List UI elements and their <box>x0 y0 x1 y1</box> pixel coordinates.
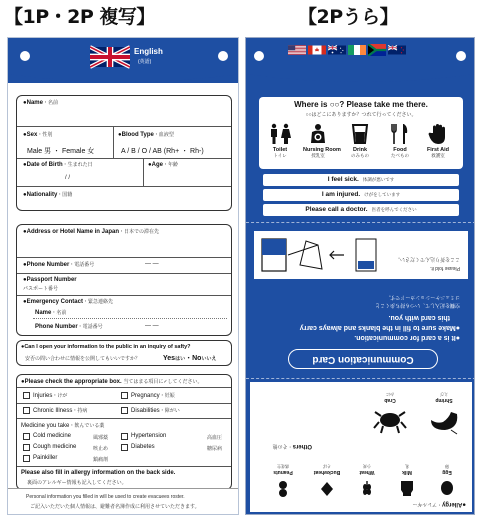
food-label: Food <box>393 147 407 153</box>
egg-icon <box>438 480 456 498</box>
toilet-label: Toilet <box>272 147 288 153</box>
blood-type-options[interactable]: A / B / O / AB (Rh+ ・ Rh-) <box>121 148 204 155</box>
address-label: ●Address or Hotel Name in Japan・日本での滞在先 <box>23 229 159 235</box>
phone-separators: — — <box>145 261 159 267</box>
hypertension-label: Hypertension <box>131 433 167 439</box>
drink-icon-cell[interactable] <box>345 123 375 159</box>
checkbox-hypertension[interactable] <box>121 433 128 440</box>
page-heading-front: 【1P・2P 複写】 <box>4 6 155 28</box>
front-card <box>7 37 239 515</box>
back-card <box>245 37 475 515</box>
divider <box>113 126 114 158</box>
allergy-wheat[interactable]: Wheat 小麦 <box>350 463 384 498</box>
new-zealand-flag-icon <box>388 44 406 56</box>
canada-flag-icon <box>308 44 326 56</box>
ireland-flag-icon <box>348 44 366 56</box>
food-icon <box>389 123 411 145</box>
punch-hole <box>456 51 466 61</box>
allergy-milk[interactable]: Milk 乳 <box>390 463 424 498</box>
check-title: ●Please check the appropriate box. 当てはまる項目に✓してください。 <box>21 379 203 385</box>
allergy-egg[interactable]: Egg 卵 <box>430 463 464 498</box>
info-line-3: this card with you. <box>388 314 450 321</box>
divider <box>17 418 231 419</box>
passport-label-jp: パスポート番号 <box>23 286 59 292</box>
emergency-phone-separators: — — <box>145 323 159 329</box>
divider <box>17 387 231 388</box>
checkbox-disabilities[interactable] <box>121 407 128 414</box>
front-footer <box>8 488 239 514</box>
checkbox-pregnancy[interactable] <box>121 392 128 399</box>
language-label: English <box>134 47 163 56</box>
cough-medicine-label-jp: 咳止め <box>93 446 109 452</box>
nationality-label: ●Nationality・国籍 <box>23 192 73 198</box>
fold-instruction: Please fold it. <box>429 265 460 271</box>
wheat-icon <box>358 480 376 498</box>
buckwheat-icon <box>318 480 336 498</box>
communication-card-title: Communication Card <box>288 349 438 369</box>
cough-medicine-label: Cough medicine <box>33 444 77 450</box>
peanut-icon <box>274 480 292 498</box>
phrase-injured[interactable]: I am injured. けがをしています <box>263 189 459 201</box>
hypertension-label-jp: 高血圧 <box>207 435 223 441</box>
inquiry-question-jp: 安否の問い合わせに情報を公開してもいいですか？ <box>25 356 141 362</box>
fold-diagram <box>254 231 468 279</box>
check-box-section <box>16 374 232 490</box>
emergency-contact-label: ●Emergency Contact・緊急連絡先 <box>23 299 113 305</box>
info-line-4: 空欄を記入して、いつも持ち歩くこと <box>375 302 460 308</box>
allergy-note: Please also fill in allergy information on the back side. <box>21 470 176 476</box>
info-line-1: ●It is a card for communication. <box>354 334 460 341</box>
divider <box>17 158 231 159</box>
name-label: ●Name・名前 <box>23 100 58 106</box>
fold-diagram-icon <box>258 235 378 275</box>
south-africa-flag-icon <box>368 44 386 56</box>
contact-info-box <box>16 224 232 336</box>
sex-label: ●Sex・性別 <box>23 132 53 138</box>
fold-line <box>246 378 475 379</box>
others-label: Others・その他 <box>272 443 312 449</box>
phrase-feel-sick[interactable]: I feel sick. 体調が悪いです <box>263 174 459 186</box>
checkbox-chronic-illness[interactable] <box>23 407 30 414</box>
info-line-2: ●Make sure to fill in the blanks and always carry <box>299 324 460 331</box>
divider <box>143 158 144 186</box>
uk-flag-icon <box>90 44 130 70</box>
punch-hole <box>254 51 264 61</box>
pregnancy-label: Pregnancy・妊娠 <box>131 393 175 399</box>
phrase-call-doctor[interactable]: Please call a doctor. 医者を呼んでください <box>263 204 459 216</box>
food-icon-cell[interactable] <box>385 123 415 159</box>
diabetes-label-jp: 糖尿病 <box>207 446 223 452</box>
punch-hole <box>218 51 228 61</box>
checkbox-injuries[interactable] <box>23 392 30 399</box>
page-heading-back: 【2Pうら】 <box>298 6 399 28</box>
emergency-phone-label: Phone Number・電話番号 <box>35 324 103 330</box>
fold-instruction-jp: ここを折り込んでください。 <box>394 256 460 262</box>
first-aid-icon-cell[interactable] <box>423 123 453 159</box>
nursing-room-icon-cell[interactable] <box>303 123 341 159</box>
punch-hole <box>20 51 30 61</box>
cold-medicine-label-jp: 風邪薬 <box>93 435 109 441</box>
age-label: ●Age・年齢 <box>148 162 178 168</box>
allergy-title: ●Allergy・アレルギー <box>412 501 466 507</box>
crab-icon <box>373 408 407 436</box>
chronic-illness-label: Chronic Illness・持病 <box>33 408 88 414</box>
dob-separators: / / <box>65 175 71 181</box>
australia-flag-icon <box>328 44 346 56</box>
blood-type-label: ●Blood Type・血液型 <box>118 132 174 138</box>
fold-line <box>246 222 475 223</box>
phone-label: ●Phone Number・電話番号 <box>23 262 95 268</box>
food-label-jp: たべもの <box>391 153 409 158</box>
allergy-peanuts[interactable]: Peanuts 落花生 <box>266 463 300 498</box>
checkbox-cough-medicine[interactable] <box>23 444 30 451</box>
dob-label: ●Date of Birth・生まれた日 <box>23 162 93 168</box>
passport-label: ●Passport Number <box>23 277 77 283</box>
milk-icon <box>398 480 416 498</box>
nursing-room-label-jp: 授乳室 <box>311 153 325 158</box>
drink-label: Drink <box>352 147 368 153</box>
footer-line-2: ご記入いただいた個人情報は、避難者名簿作成に利用させていただきます。 <box>30 504 200 510</box>
inquiry-yes-no[interactable]: Yesはい・Noいいえ <box>163 355 217 362</box>
divider <box>33 318 227 319</box>
first-aid-label-jp: 救護室 <box>431 153 445 158</box>
divider <box>17 295 231 296</box>
nursing-room-icon <box>307 123 329 145</box>
inquiry-question: ●Can I open your information to the public in an inquiry of safty? <box>21 344 191 350</box>
divider <box>17 466 231 467</box>
first-aid-hand-icon <box>427 123 449 145</box>
allergy-buckwheat[interactable]: Buckwheat そば <box>310 463 344 498</box>
toilet-icon <box>268 123 292 145</box>
divider <box>17 403 231 404</box>
emergency-name-label: Name・名前 <box>35 310 67 316</box>
injuries-label: Injuries・けが <box>33 393 68 399</box>
personal-info-box <box>16 95 232 211</box>
language-label-jp: (英語) <box>138 59 152 65</box>
where-title: Where is ○○? Please take me there. <box>294 100 428 109</box>
drink-icon <box>350 123 370 145</box>
flipped-instructions <box>246 225 475 375</box>
checkbox-cold-medicine[interactable] <box>23 433 30 440</box>
toilet-icon-cell[interactable] <box>265 123 295 159</box>
checkbox-diabetes[interactable] <box>121 444 128 451</box>
cold-medicine-label: Cold medicine <box>33 433 72 439</box>
footer-line-1: Personal information you filled in will be used to create evacuees roster. <box>26 494 185 500</box>
allergy-section-flipped <box>250 382 472 512</box>
divider <box>17 257 231 258</box>
header-curve-back <box>246 70 475 86</box>
info-line-5: コミュニケーションカードです。 <box>385 294 460 300</box>
allergy-grid <box>250 382 472 512</box>
medicine-title: Medicine you take・飲んでいる薬 <box>21 423 105 429</box>
disabilities-label: Disabilities・障がい <box>131 408 180 414</box>
where-box <box>259 97 463 169</box>
drink-label-jp: のみもの <box>351 153 369 158</box>
header-curve <box>8 70 239 86</box>
diabetes-label: Diabetes <box>131 444 155 450</box>
usa-flag-icon <box>288 44 306 56</box>
divider <box>17 186 231 187</box>
inquiry-box <box>16 340 232 366</box>
divider <box>17 273 231 274</box>
divider <box>17 126 231 127</box>
painkiller-label: Painkiller <box>33 455 58 461</box>
nursing-room-label: Nursing Room <box>303 147 341 153</box>
allergy-note-jp: 裏面のアレルギー情報も記入してください。 <box>27 480 127 486</box>
painkiller-label-jp: 鎮痛剤 <box>93 457 109 463</box>
toilet-label-jp: トイレ <box>273 153 287 158</box>
sex-options[interactable]: Male 男 ・ Female 女 <box>27 148 95 155</box>
shrimp-icon <box>427 408 461 436</box>
first-aid-label: First Aid <box>426 147 450 153</box>
checkbox-painkiller[interactable] <box>23 455 30 462</box>
allergy-shrimp[interactable]: Shrimp えび <box>422 391 466 436</box>
where-subtitle: ○○はどこにありますか？つれて行ってください。 <box>305 112 417 118</box>
allergy-crab[interactable]: Crab かに <box>368 391 412 436</box>
